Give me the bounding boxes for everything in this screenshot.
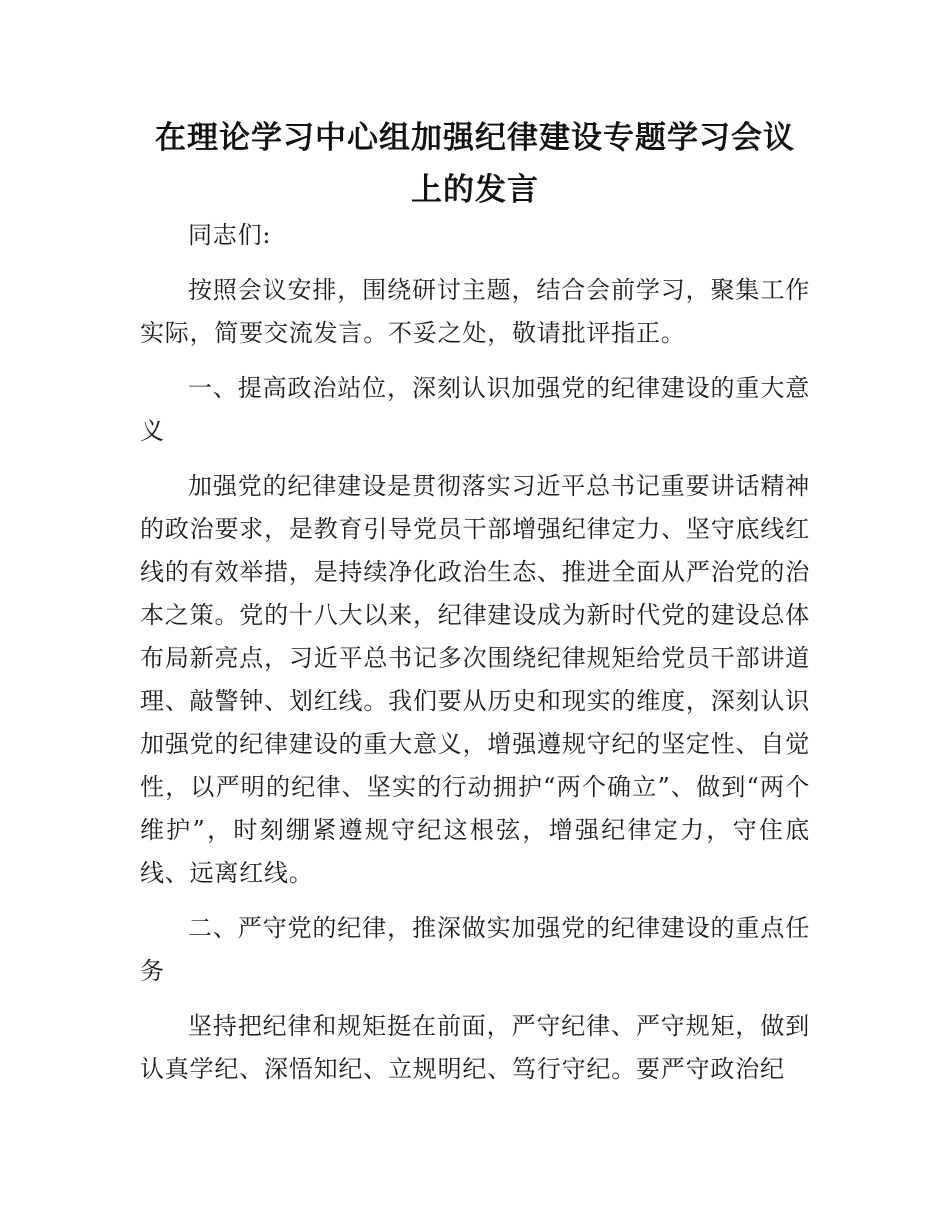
- section-heading-2: 二、严守党的纪律，推深做实加强党的纪律建设的重点任务: [140, 914, 810, 985]
- salutation: 同志们:: [188, 221, 272, 249]
- document-body: [140, 214, 810, 1103]
- paragraph-section-1: 加强党的纪律建设是贯彻落实习近平总书记重要讲话精神的政治要求，是教育引导党员干部增强纪律定力、坚守底线红线的有效举措，是持续净化政治生态、推进全面从严治党的治本之策。党的十八大以来，纪律建设成为新时代党的建设总体布局新亮点，习近平总书记多次围绕纪律规矩给党员干部讲道理、敲警钟、划红线。我们要从历史和现实的维度，深刻认识加强党的纪律建设的重大意义，增强遵规守纪的坚定性、自觉性，以严明的纪律、坚实的行动拥护“两个确立”、做到“两个维护”，时刻绷紧遵规守纪这根弦，增强纪律定力，守住底线、远离红线。: [140, 472, 810, 887]
- section-heading-1: 一、提高政治站位，深刻认识加强党的纪律建设的重大意义: [140, 374, 810, 445]
- paragraph-intro: 按照会议安排，围绕研讨主题，结合会前学习，聚集工作实际，简要交流发言。不妥之处，敬请批评指正。: [140, 276, 810, 347]
- document-title: 在理论学习中心组加强纪律建设专题学习会议上的发言: [155, 120, 795, 208]
- paragraph-section-2: 坚持把纪律和规矩挺在前面，严守纪律、严守规矩，做到认真学纪、深悟知纪、立规明纪、笃行守纪。要严守政治纪: [140, 1012, 810, 1083]
